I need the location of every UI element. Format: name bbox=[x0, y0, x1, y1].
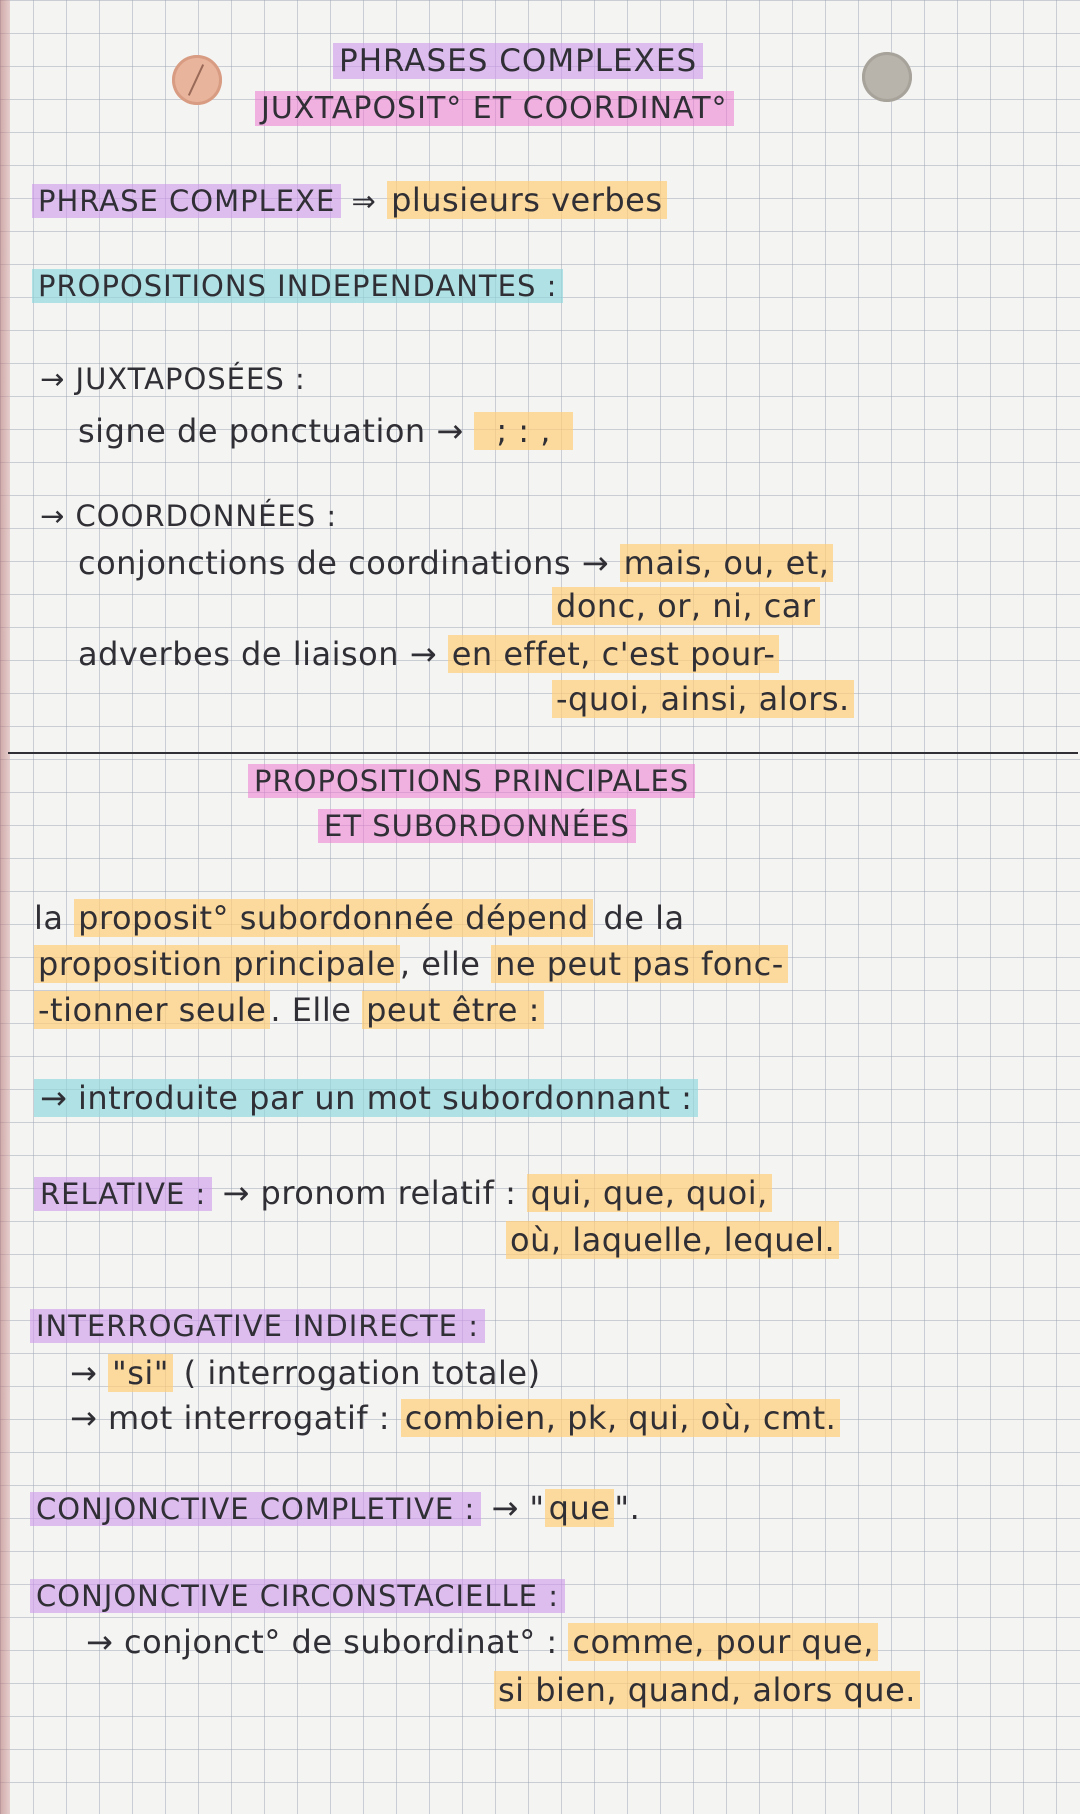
independantes-heading: PROPOSITIONS INDEPENDANTES : bbox=[32, 270, 563, 303]
relative-list-1: qui, que, quoi, bbox=[527, 1174, 772, 1212]
circonstancielle-label: CONJONCTIVE CIRCONSTACIELLE : bbox=[30, 1580, 565, 1613]
completive-line: CONJONCTIVE COMPLETIVE : → " que ". bbox=[30, 1490, 640, 1527]
coordonnees-heading: → COORDONNÉES : bbox=[40, 499, 338, 533]
juxtaposees-heading: → JUXTAPOSÉES : bbox=[40, 362, 306, 396]
paragraph-line2: proposition principale , elle ne peut pas fonc- bbox=[34, 946, 788, 983]
juxtaposees-text: signe de ponctuation → ; : , bbox=[78, 413, 573, 450]
section-divider bbox=[8, 752, 1078, 754]
definition-term: PHRASE COMPLEXE bbox=[32, 184, 341, 218]
punch-hole-right bbox=[862, 52, 912, 102]
juxtaposees-marks: ; : , bbox=[474, 412, 573, 450]
circonstancielle-list-2: si bien, quand, alors que. bbox=[494, 1672, 920, 1709]
adverbes-text: adverbes de liaison → en effet, c'est pour- bbox=[78, 636, 779, 673]
definition-value: plusieurs verbes bbox=[387, 181, 666, 219]
interrogative-si-line: → "si" ( interrogation totale) bbox=[70, 1354, 541, 1392]
title-line1: PHRASES COMPLEXES bbox=[333, 44, 703, 80]
section2-heading-line2: ET SUBORDONNÉES bbox=[318, 810, 636, 843]
completive-value: que bbox=[545, 1489, 615, 1527]
notebook-margin bbox=[0, 0, 10, 1814]
relative-line bbox=[34, 1175, 772, 1212]
paragraph-line3: -tionner seule . Elle peut être : bbox=[34, 992, 544, 1029]
adverbes-list-1: en effet, c'est pour- bbox=[448, 635, 780, 673]
circonstancielle-text: → conjonct° de subordinat° : comme, pour que, bbox=[86, 1624, 878, 1661]
coordonnees-list-2: donc, or, ni, car bbox=[552, 588, 820, 625]
punch-hole-left bbox=[172, 55, 222, 105]
interrogative-mot-line: → mot interrogatif : combien, pk, qui, où, cmt. bbox=[70, 1400, 840, 1437]
relative-label: RELATIVE : bbox=[34, 1177, 212, 1211]
intro-mot-subordonnant: → introduite par un mot subordonnant : bbox=[34, 1080, 698, 1117]
section2-heading-line1: PROPOSITIONS PRINCIPALES bbox=[248, 765, 695, 798]
adverbes-list-2: -quoi, ainsi, alors. bbox=[552, 681, 854, 718]
coordonnees-list-1: mais, ou, et, bbox=[620, 544, 834, 582]
relative-text: → pronom relatif : bbox=[222, 1174, 517, 1212]
definition-arrow: ⇒ bbox=[351, 184, 377, 218]
title-line2: JUXTAPOSIT° ET COORDINAT° bbox=[255, 92, 734, 127]
interrogative-label: INTERROGATIVE INDIRECTE : bbox=[30, 1310, 485, 1343]
completive-label: CONJONCTIVE COMPLETIVE : bbox=[30, 1492, 481, 1526]
relative-list-2: où, laquelle, lequel. bbox=[506, 1222, 839, 1259]
definition-line bbox=[32, 182, 667, 219]
coordonnees-text: conjonctions de coordinations → mais, ou, et, bbox=[78, 545, 833, 582]
paragraph-line1: la proposit° subordonnée dépend de la bbox=[34, 899, 685, 937]
